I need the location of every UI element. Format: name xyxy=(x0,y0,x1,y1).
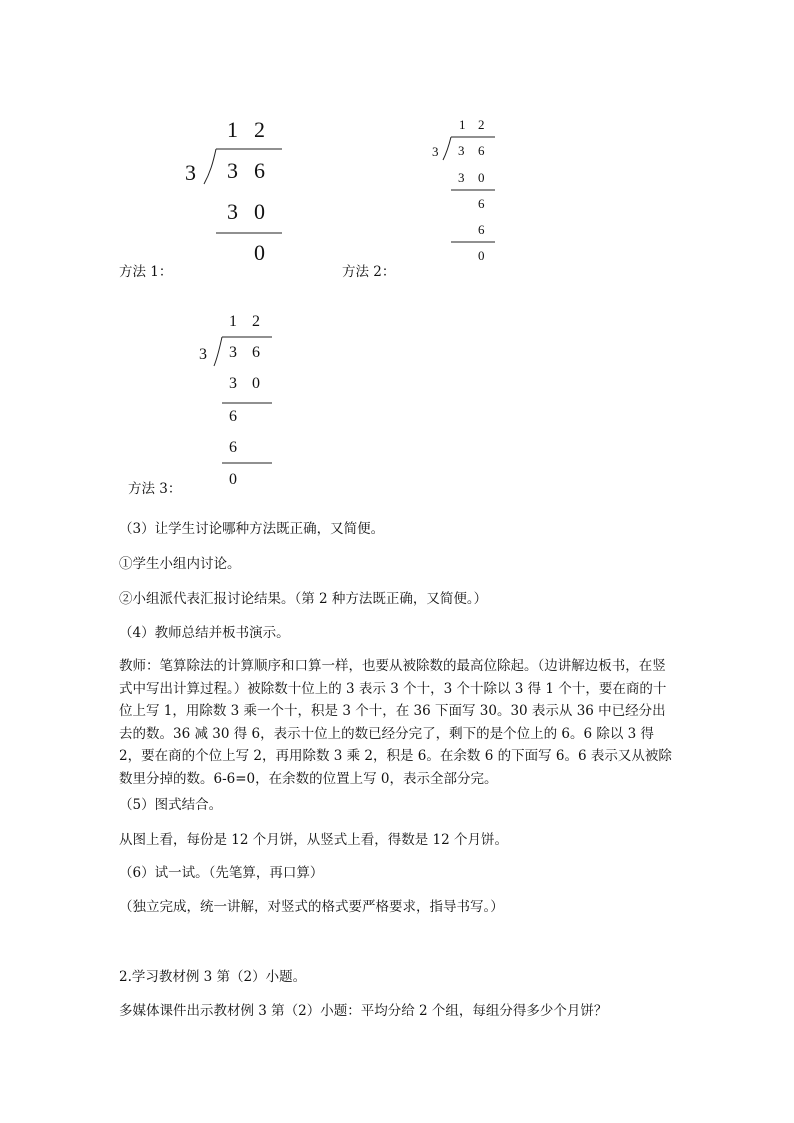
method1-divisor: 3 xyxy=(185,160,196,185)
method2-remainder: 0 xyxy=(478,248,485,263)
paragraph-step-5-a: 从图上看，每份是 12 个月饼，从竖式上看，得数是 12 个月饼。 xyxy=(119,832,509,848)
method2-quotient-ones: 2 xyxy=(478,117,485,132)
paragraph-step-5: （5）图式结合。 xyxy=(119,797,223,813)
paragraph-step-6-a: （独立完成，统一讲解，对竖式的格式要严格要求，指导书写。） xyxy=(119,899,504,915)
method1-division-bracket xyxy=(204,149,216,184)
method2-division-bracket xyxy=(443,137,451,160)
method3-bring-down: 6 xyxy=(229,408,237,425)
method3-label: 方法 3： xyxy=(128,481,182,497)
paragraph-step-4: （4）教师总结并板书演示。 xyxy=(119,625,290,641)
method1-remainder: 0 xyxy=(254,240,265,265)
paragraph-step-6: （6）试一试。（先笔算，再口算） xyxy=(119,865,324,881)
method3-dividend-tens: 3 xyxy=(229,344,237,361)
method3-division-bracket xyxy=(214,337,222,366)
method2-quotient-tens: 1 xyxy=(459,117,466,132)
paragraph-step-3-b: ②小组派代表汇报讨论结果。（第 2 种方法既正确，又简便。） xyxy=(119,591,488,607)
paragraph-step-3-a: ①学生小组内讨论。 xyxy=(119,556,241,572)
method2-division-lines xyxy=(443,137,495,242)
method3-step2: 6 xyxy=(229,439,237,456)
method2-step1-ones: 0 xyxy=(478,170,485,185)
method2-dividend-tens: 3 xyxy=(458,143,465,158)
method2-step2: 6 xyxy=(478,222,485,237)
method1-step1-ones: 0 xyxy=(254,199,265,224)
method2-divisor: 3 xyxy=(432,144,439,159)
method3-step1-tens: 3 xyxy=(229,375,237,392)
method3-divisor: 3 xyxy=(199,346,207,363)
method2-bring-down: 6 xyxy=(478,196,485,211)
method3-quotient-ones: 2 xyxy=(252,313,260,330)
method3-division-lines xyxy=(214,337,272,463)
method1-dividend-ones: 6 xyxy=(254,158,265,183)
method2-step1-tens: 3 xyxy=(458,170,465,185)
method3-quotient-tens: 1 xyxy=(229,313,237,330)
method1-quotient-tens: 1 xyxy=(227,117,238,142)
method2-dividend-ones: 6 xyxy=(478,143,485,158)
method1-division-lines xyxy=(204,149,282,233)
paragraph-section-2-a: 多媒体课件出示教材例 3 第（2）小题：平均分给 2 个组，每组分得多少个月饼？ xyxy=(119,1003,608,1019)
method1-dividend-tens: 3 xyxy=(227,158,238,183)
paragraph-teacher-explanation: 教师：笔算除法的计算顺序和口算一样，也要从被除数的最高位除起。（边讲解边板书，在竖式中写出计算过程。）被除数十位上的 3 表示 3 个十，3 个十除以 3 得 1 个十，要在商的十位上写 1，用除数 3 乘一个十，积是 3 个十，在 36 下面写 30。30 表示从 36 中已经分出去的数。36 减 30 得 6，表示十位上的数已经分完了，剩下的是个位上的 6。6 除以 3 得 2，要在商的个位上写 2，再用除数 3 乘 2，积是 6。在余数 6 的下面写 6。6 表示又从被除数里分掉的数。6-6=0，在余数的位置上写 0，表示全部分完。 xyxy=(119,658,672,787)
method1-label: 方法 1： xyxy=(119,264,173,280)
method2-label: 方法 2： xyxy=(342,264,396,280)
method1-step1-tens: 3 xyxy=(227,199,238,224)
method3-remainder: 0 xyxy=(229,471,237,488)
method1-quotient-ones: 2 xyxy=(254,117,265,142)
paragraph-step-3: （3）让学生讨论哪种方法既正确，又简便。 xyxy=(119,521,385,537)
section-heading-2: 2.学习教材例 3 第（2）小题。 xyxy=(119,969,307,985)
method3-step1-ones: 0 xyxy=(252,375,260,392)
method3-dividend-ones: 6 xyxy=(252,344,260,361)
